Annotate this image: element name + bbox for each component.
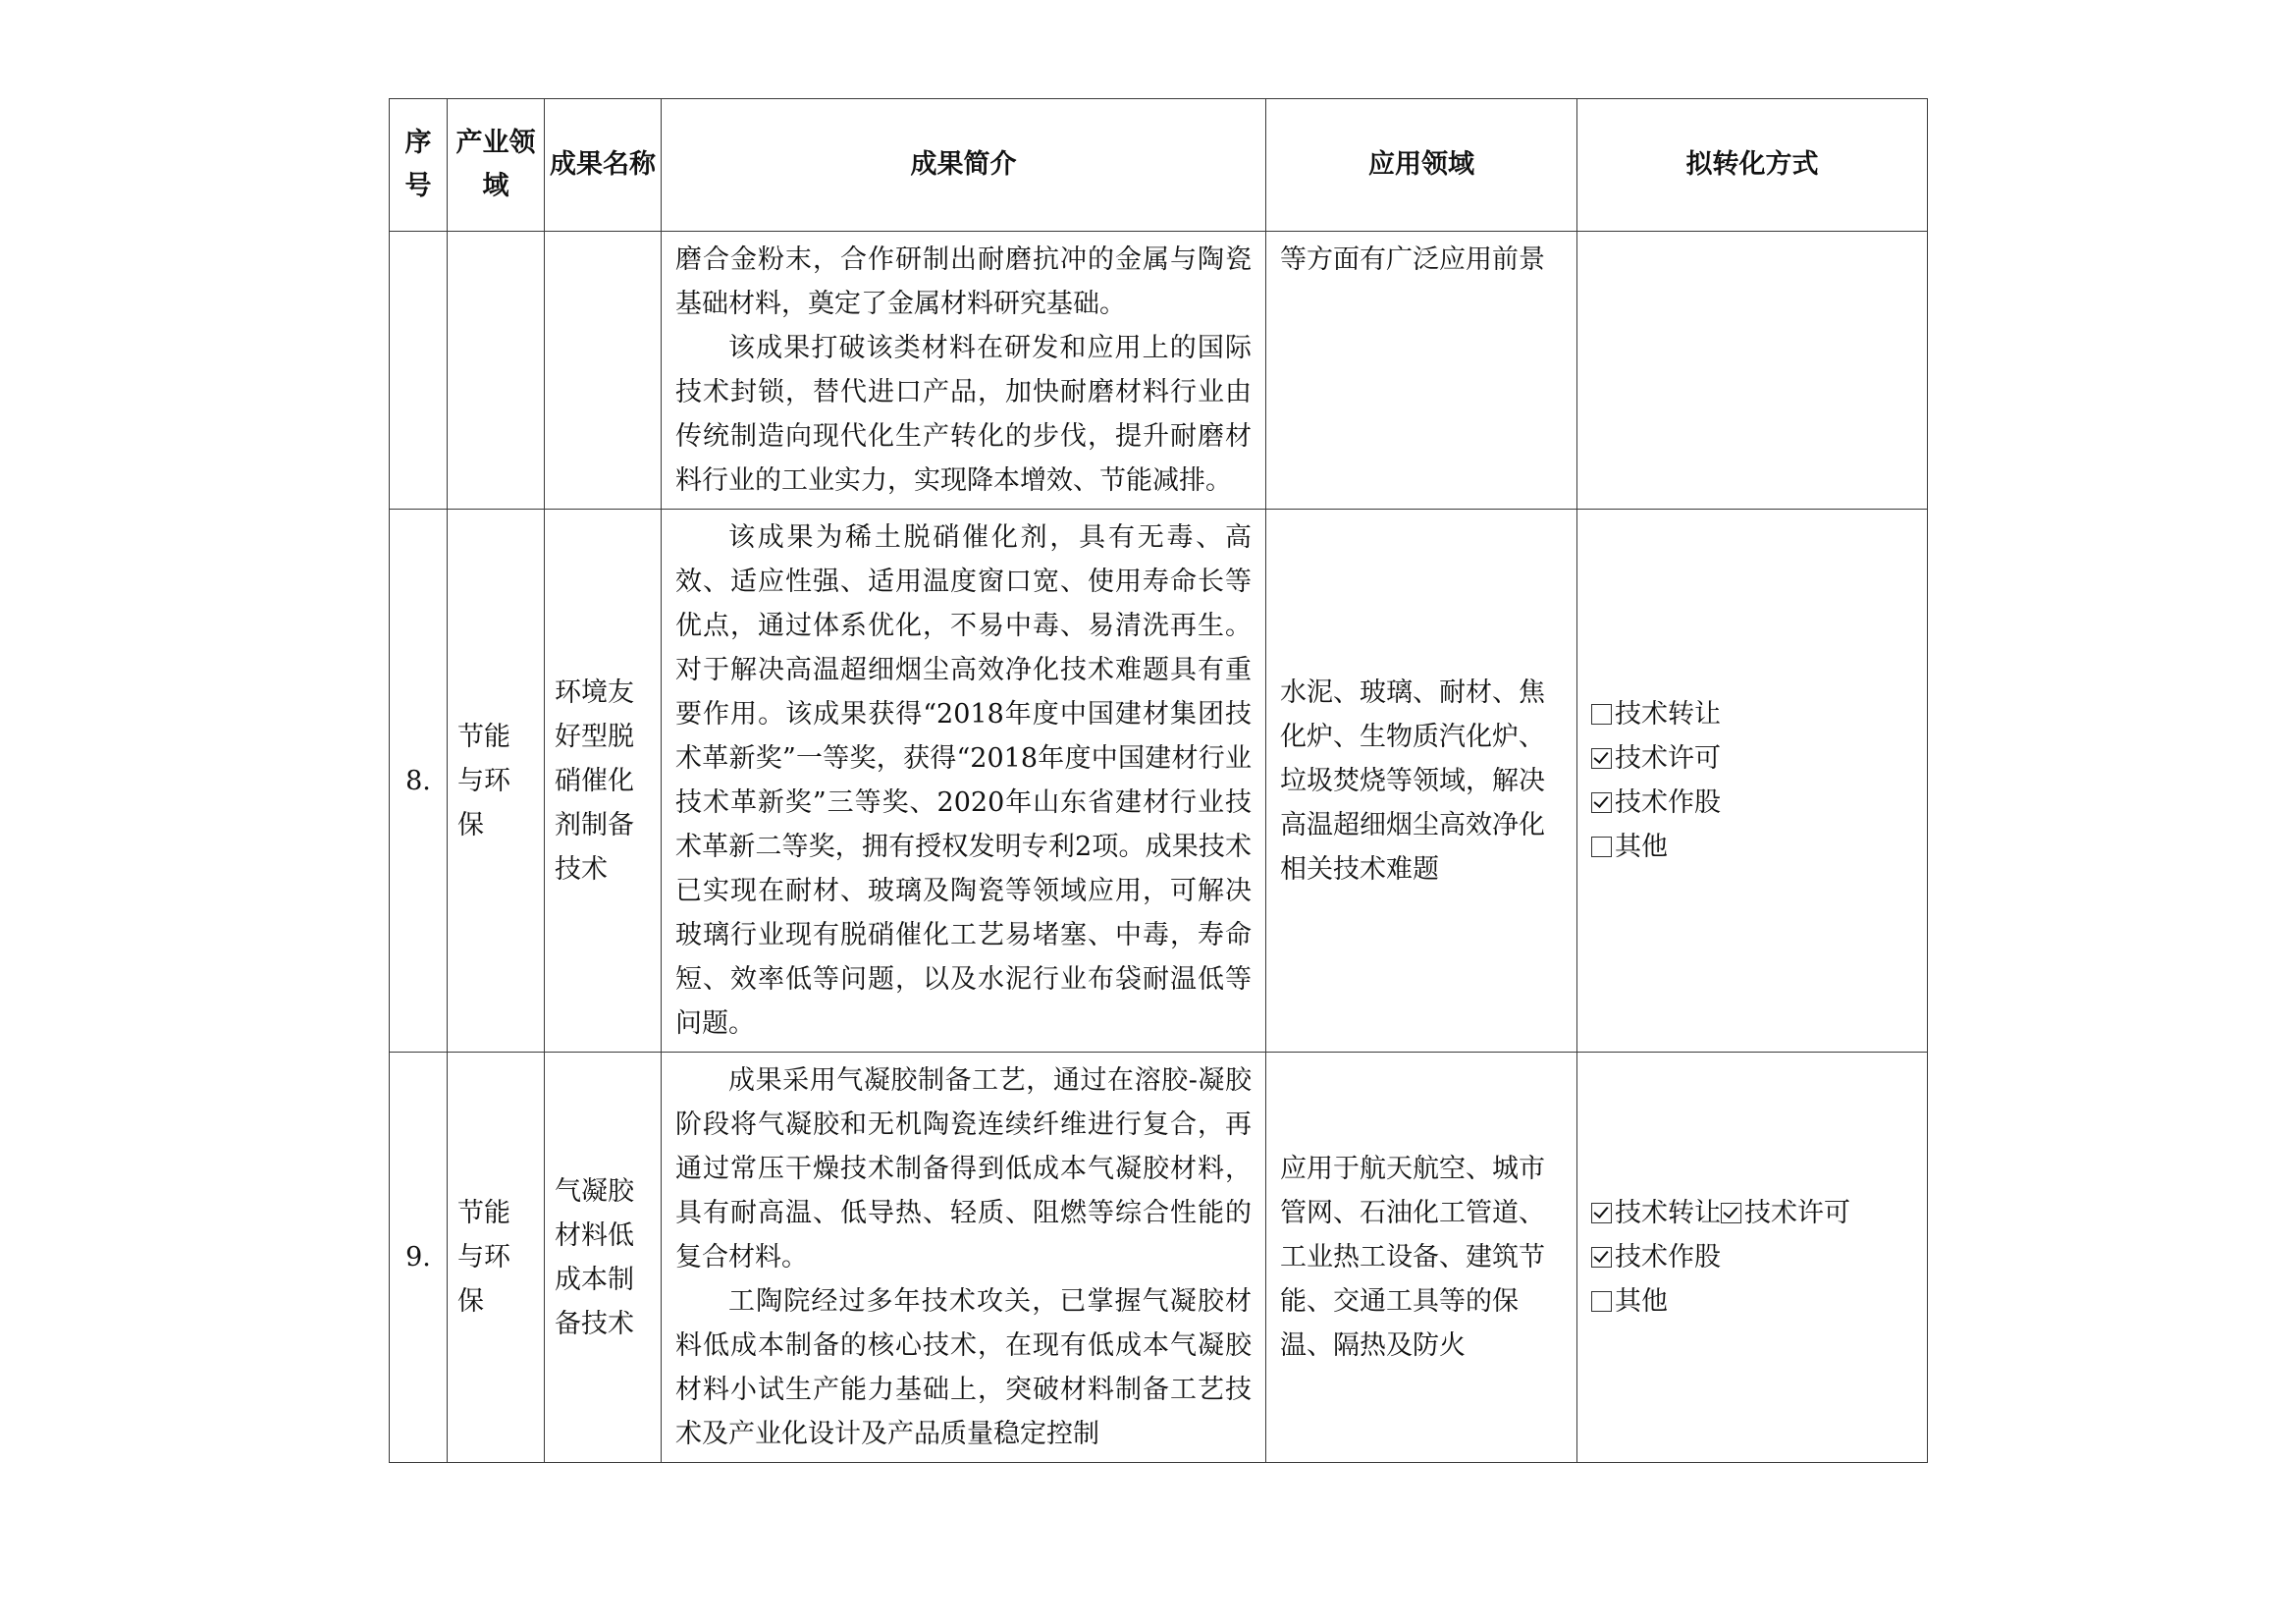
cell-seq [390,232,448,510]
header-summary: 成果简介 [662,99,1266,232]
unchecked-box-icon[interactable] [1591,704,1612,725]
method-label: 其他 [1615,1286,1668,1317]
cell-summary [662,232,1266,510]
table-row [390,232,1928,510]
cell-seq: 9. [390,1053,448,1463]
cell-method [1577,510,1928,1053]
method-line [1591,736,1913,781]
method-line [1591,692,1913,736]
cell-seq: 8. [390,510,448,1053]
method-label: 技术作股 [1615,1242,1721,1272]
method-line [1591,1191,1913,1235]
summary-paragraph: 工陶院经过多年技术攻关，已掌握气凝胶材料低成本制备的核心技术，在现有低成本气凝胶材料小试生产能力基础上，突破材料制备工艺技术及产业化设计及产品质量稳定控制 [675,1286,1252,1449]
cell-industry: 节能与环保 [448,1053,545,1463]
cell-summary [662,1053,1266,1463]
cell-summary [662,510,1266,1053]
cell-method [1577,1053,1928,1463]
checked-box-icon[interactable] [1591,792,1612,813]
summary-paragraph: 成果采用气凝胶制备工艺，通过在溶胶-凝胶阶段将气凝胶和无机陶瓷连续纤维进行复合，再通过常压干燥技术制备得到低成本气凝胶材料，具有耐高温、低导热、轻质、阻燃等综合性能的复合材料。 [675,1065,1252,1272]
header-application: 应用领域 [1266,99,1577,232]
table-row [390,510,1928,1053]
achievements-table [389,98,1928,1463]
header-method: 拟转化方式 [1577,99,1928,232]
cell-name [545,232,662,510]
cell-method [1577,232,1928,510]
unchecked-box-icon[interactable] [1591,837,1612,857]
checked-box-icon[interactable] [1721,1203,1741,1223]
checked-box-icon[interactable] [1591,1203,1612,1223]
method-label: 技术作股 [1615,787,1721,818]
method-label: 技术许可 [1615,743,1721,774]
method-label: 技术转让 [1615,1198,1721,1228]
method-line [1591,1279,1913,1324]
summary-paragraph: 该成果为稀土脱硝催化剂，具有无毒、高效、适应性强、适用温度窗口宽、使用寿命长等优点，通过体系优化，不易中毒、易清洗再生。对于解决高温超细烟尘高效净化技术难题具有重要作用。该成果获得“2018年度中国建材集团技术革新奖”一等奖，获得“2018年度中国建材行业技术革新奖”三等奖、2020年山东省建材行业技术革新二等奖，拥有授权发明专利2项。成果技术已实现在耐材、玻璃及陶瓷等领域应用，可解决玻璃行业现有脱硝催化工艺易堵塞、中毒，寿命短、效率低等问题，以及水泥行业布袋耐温低等问题。 [675,522,1252,1039]
cell-industry: 节能与环保 [448,510,545,1053]
table-row [390,1053,1928,1463]
cell-name: 环境友好型脱硝催化剂制备技术 [545,510,662,1053]
cell-industry [448,232,545,510]
cell-application: 水泥、玻璃、耐材、焦化炉、生物质汽化炉、垃圾焚烧等领域，解决高温超细烟尘高效净化相关技术难题 [1266,510,1577,1053]
cell-application: 等方面有广泛应用前景 [1266,232,1577,510]
method-line [1591,1235,1913,1279]
checked-box-icon[interactable] [1591,748,1612,769]
cell-application: 应用于航天航空、城市管网、石油化工管道、工业热工设备、建筑节能、交通工具等的保温、隔热及防火 [1266,1053,1577,1463]
method-line [1591,825,1913,869]
unchecked-box-icon[interactable] [1591,1291,1612,1312]
header-industry: 产业领域 [448,99,545,232]
method-line [1591,781,1913,825]
method-label: 其他 [1615,832,1668,862]
header-name: 成果名称 [545,99,662,232]
summary-paragraph: 磨合金粉末，合作研制出耐磨抗冲的金属与陶瓷基础材料，奠定了金属材料研究基础。 [675,244,1252,319]
header-seq: 序号 [390,99,448,232]
summary-paragraph: 该成果打破该类材料在研发和应用上的国际技术封锁，替代进口产品，加快耐磨材料行业由传统制造向现代化生产转化的步伐，提升耐磨材料行业的工业实力，实现降本增效、节能减排。 [675,333,1252,496]
header-row [390,99,1928,232]
method-label: 技术转让 [1615,699,1721,730]
cell-name: 气凝胶材料低成本制备技术 [545,1053,662,1463]
checked-box-icon[interactable] [1591,1247,1612,1268]
method-label: 技术许可 [1744,1198,1850,1228]
